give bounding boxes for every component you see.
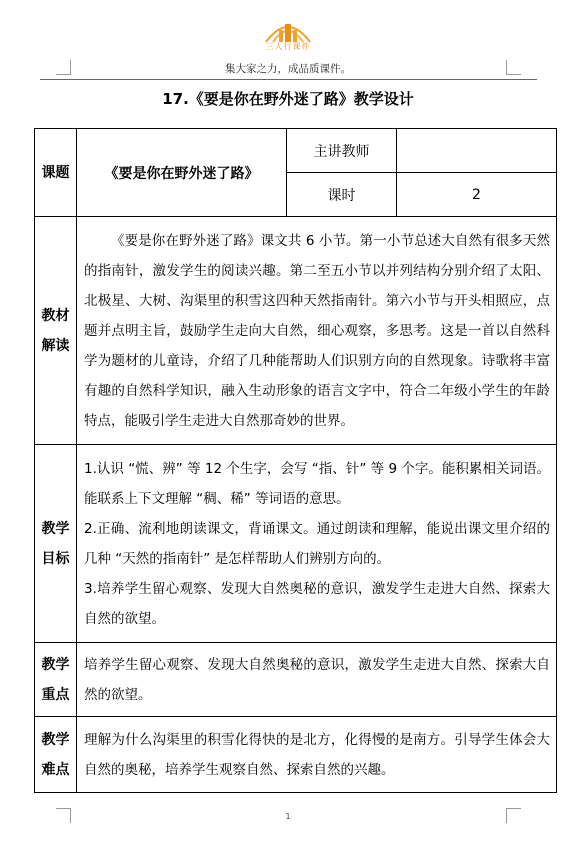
crop-mark-top-right — [506, 60, 521, 75]
periods-label: 课时 — [327, 187, 356, 204]
difficulties-text: 理解为什么沟渠里的积雪化得快的是北方，化得慢的是南方。引导学生体会大自然的奥秘，培养学生观察自然、探索自然的兴趣。 — [84, 731, 550, 778]
header-divider — [40, 79, 537, 80]
objectives-label-line1: 教学 — [41, 520, 70, 537]
lesson-title: 《要是你在野外迷了路》 — [104, 165, 259, 182]
crop-mark-bottom-left — [56, 808, 71, 823]
document-title: 17.《要是你在野外迷了路》教学设计 — [162, 90, 414, 108]
crop-mark-top-left — [56, 60, 71, 75]
teacher-label: 主讲教师 — [313, 143, 370, 160]
analysis-content-cell — [77, 217, 557, 445]
key-points-text: 培养学生留心观察、发现大自然奥秘的意识，激发学生走进大自然、探索大自然的欲望。 — [84, 656, 550, 703]
teacher-label-cell — [287, 129, 397, 173]
analysis-label-cell — [35, 217, 77, 445]
key-points-content-cell — [77, 643, 557, 717]
key-points-label-cell — [35, 643, 77, 717]
teacher-value-cell — [397, 129, 557, 173]
periods-label-cell — [287, 173, 397, 217]
crop-mark-bottom-right — [506, 808, 521, 823]
objectives-content-cell — [77, 445, 557, 643]
difficulties-label-line2: 难点 — [41, 761, 70, 778]
logo-text: 三人行课件 — [265, 42, 311, 51]
page-number: 1 — [285, 812, 291, 821]
lesson-title-cell — [77, 129, 287, 217]
topic-label-cell — [35, 129, 77, 217]
difficulties-label-line1: 教学 — [41, 731, 70, 748]
periods-value: 2 — [472, 186, 481, 203]
lesson-plan-table — [34, 128, 557, 793]
objective-item-1: 1.认识 “慌、辨” 等 12 个生字，会写 “指、针” 等 9 个字。能积累相关词语。能联系上下文理解 “稠、稀” 等词语的意思。 — [84, 460, 550, 507]
difficulties-content-cell — [77, 717, 557, 793]
objectives-label-cell — [35, 445, 77, 643]
objectives-label-line2: 目标 — [41, 550, 70, 567]
topic-label: 课题 — [41, 164, 70, 181]
difficulties-label-cell — [35, 717, 77, 793]
periods-value-cell — [397, 173, 557, 217]
analysis-label-line1: 教材 — [41, 307, 70, 324]
key-points-label-line1: 教学 — [41, 656, 70, 673]
analysis-text: 《要是你在野外迷了路》课文共 6 小节。第一小节总述大自然有很多天然的指南针，激发学生的阅读兴趣。第二至五小节以并列结构分别介绍了太阳、北极星、大树、沟渠里的积雪这四种天然指南针。第六小节与开头相照应，点题并点明主旨，鼓励学生走向大自然，细心观察，多思考。这是一首以自然科学为题材的儿童诗，介绍了几种能帮助人们识别方向的自然现象。诗歌将丰富有趣的自然科学知识，融入生动形象的语言文字中，符合二年级小学生的年龄特点，能吸引学生走进大自然那奇妙的世界。 — [84, 232, 550, 429]
objective-item-2: 2.正确、流利地朗读课文，背诵课文。通过朗读和理解，能说出课文里介绍的几种 “天然的指南针” 是怎样帮助人们辨别方向的。 — [84, 520, 550, 567]
key-points-label-line2: 重点 — [41, 686, 70, 703]
analysis-label-line2: 解读 — [41, 337, 70, 354]
objective-item-3: 3.培养学生留心观察、发现大自然奥秘的意识，激发学生走进大自然、探索大自然的欲望。 — [84, 580, 550, 627]
header-slogan: 集大家之力，成品质课件。 — [225, 63, 351, 75]
